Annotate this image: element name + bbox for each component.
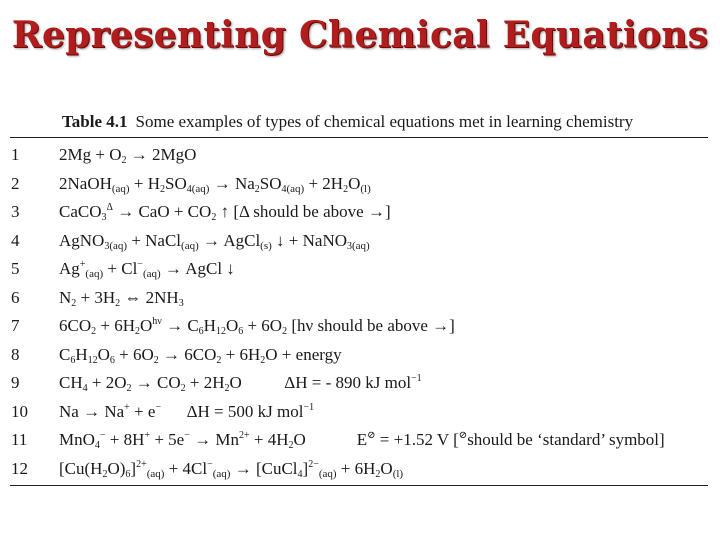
table-row	[0, 455, 720, 484]
row-number: 7	[11, 316, 20, 335]
chemical-equation: $C_6H_{12}O_6 + 6O_2 \to 6CO_2 + 6H_2O$ + energy	[59, 344, 342, 366]
table-row	[0, 426, 720, 455]
row-number: 11	[11, 430, 28, 449]
table-label: Table 4.1	[62, 112, 128, 131]
chemical-equation: 2NaOH(aq) + $H_2SO_4(aq) \to Na_2SO_4(aq) + 2H_2O(l)$	[59, 173, 371, 195]
table-caption	[62, 112, 633, 132]
chemical-equation: Ag+(aq) + Cl−(aq) → AgCl ↓	[59, 259, 235, 280]
table-row	[0, 170, 720, 199]
chemical-equation: Na → Na+ + e− ΔH = 500 kJ mol$^{-1}$	[59, 401, 315, 421]
row-number: 1	[11, 145, 20, 164]
table-row	[0, 284, 720, 313]
table-row	[0, 369, 720, 398]
table-row	[0, 341, 720, 370]
row-number: 6	[11, 287, 20, 307]
row-number: 12	[11, 458, 28, 478]
table-row	[0, 198, 720, 227]
row-number: 9	[11, 373, 20, 392]
chemical-equation: $[Cu(H_2O)_6]^{2+}(aq) + 4Cl^-(aq)$ → [CuCl$_4$]$^{2-}$(aq) + $6H_2O(l)$	[59, 458, 404, 480]
table-row	[0, 312, 720, 341]
chemical-equation: $6CO_2 + 6H_2O^{h\nu} \to C_6H_{12}O_6 + 6O_2$ [hν should be above →]	[59, 316, 455, 337]
row-number: 5	[11, 259, 20, 278]
row-number: 10	[11, 401, 28, 421]
chemical-equation: $MnO_4^- + 8H^+ + 5e^- \to Mn^{2+} + 4H_2O$ E⊘ = +1.52 V [⊘should be ‘standard’ symbol]	[59, 430, 665, 451]
slide-title: Representing Chemical Equations	[11, 14, 709, 56]
table-row	[0, 398, 720, 427]
table-row	[0, 255, 720, 284]
table-top-rule	[10, 137, 708, 138]
chemical-equation: $2Mg + O_2 \to 2MgO$	[59, 145, 197, 166]
chemical-equation: CaCO$_3^\Delta$ → CaO + $CO_2$ ↑ [Δ should be above →]	[59, 202, 391, 223]
row-number: 4	[11, 230, 20, 250]
row-number: 3	[11, 202, 20, 221]
chemical-equation: AgNO$_3$(aq) + NaCl(aq) → AgCl(s) ↓ + NaNO$_3$(aq)	[59, 230, 370, 252]
row-number: 2	[11, 173, 20, 193]
equations-table	[0, 141, 720, 483]
table-caption-text: Some examples of types of chemical equations met in learning chemistry	[135, 112, 634, 131]
table-row	[0, 227, 720, 256]
row-number: 8	[11, 344, 20, 364]
table-row	[0, 141, 720, 170]
table-bottom-rule	[10, 485, 708, 486]
chemical-equation: $CH_4 + 2O_2 \to CO_2 + 2H_2O$ ΔH = - 890 kJ mol$^{-1}$	[59, 373, 422, 394]
chemical-equation: $N_2 + 3H_2$ ⇔ $2NH_3$	[59, 287, 184, 309]
